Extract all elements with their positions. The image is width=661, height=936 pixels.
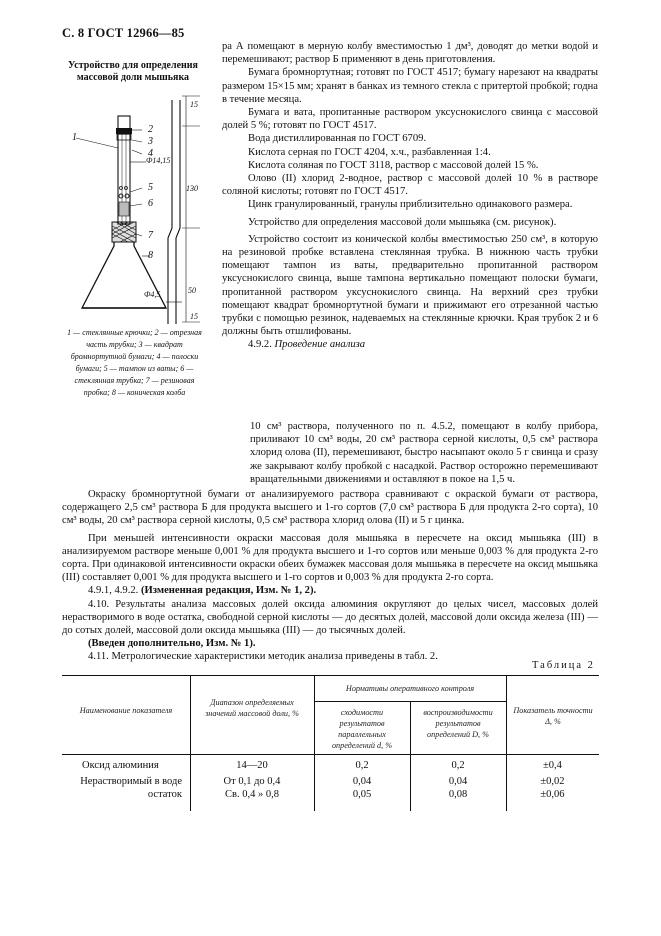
paragraph: Вода дистиллированная по ГОСТ 6709. xyxy=(248,133,427,145)
fig-num-1: 1 xyxy=(72,132,77,143)
page-header: С. 8 ГОСТ 12966—85 xyxy=(62,26,185,40)
paragraph-intensity: При меньшей интенсивности окраски массовая доля мышьяка в пересчете на оксид мышьяка (III) в анализируемом растворе меньше 0,001 % для продукта высшего и 1-го сортов или меньше 0,003 % для продукта 2-го сорта. При одинаковой интенсивности окраски обеих бумажек массовая доля мышьяка в пересчете на оксид мышьяка (III) составляет 0,001 % для продукта высшего и 1-го сортов и 0,003 % для продукта 2-го сорта. xyxy=(62,532,598,584)
figure-title: Устройство для определения массовой доли мышьяка xyxy=(68,60,198,83)
table-2 xyxy=(62,675,599,811)
paragraph-procedure: 10 см³ раствора, полученного по п. 4.5.2, помещают в колбу прибора, приливают 10 см³ воды, 20 см³ раствора серной кислоты, 0,5 см³ раствора хлорид олова (II), перемешивают, быстро насыпают около 5 г свинца и сразу же закрывают колбу пробкой с насадкой. Раствор осторожно перемешивают вращательными движениями и оставляют в покое на 1,5 ч. xyxy=(250,421,598,485)
figure-caption: 1 — стеклянные крючки; 2 — отрезная часть трубки; 3 — квадрат бромнортутной бумаги; 4 — полоски бумаги; 5 — тампон из ваты; 6 — стеклянная трубка; 7 — резиновая пробка; 8 — коническая колба xyxy=(67,328,202,397)
paragraph: Устройство для определения массовой доли мышьяка (см. рисунок). xyxy=(248,216,557,228)
row-acc: ±0,4 xyxy=(543,760,562,771)
paragraph: Бумага бромнортутная; готовят по ГОСТ 4517; бумагу нарезают на квадраты размером 15×15 мм; хранят в банках из темного стекла с притертой пробкой; годна в течение месяца. xyxy=(222,67,598,105)
fig-dim-d2: Ф4,5 xyxy=(144,290,161,299)
amendment-note xyxy=(62,584,598,597)
row-D: 0,2 xyxy=(451,760,465,771)
amend-bold: (Измененная редакция, Изм. № 1, 2). xyxy=(140,585,317,597)
main-body xyxy=(62,488,598,664)
paragraph: Бумага и вата, пропитанные раствором уксуснокислого свинца с массовой долей 5 %; готовят по ГОСТ 4517. xyxy=(222,107,598,132)
row-name: Нерастворимый в воде остаток xyxy=(80,776,182,800)
right-column xyxy=(222,40,598,352)
row-range: 14—20 xyxy=(236,760,268,771)
section-title: Проведение анализа xyxy=(274,339,366,351)
section-number: 4.9.2. xyxy=(248,339,272,351)
paragraph-411: 4.11. Метрологические характеристики методик анализа приведены в табл. 2. xyxy=(88,651,438,663)
paragraph-color: Окраску бромнортутной бумаги от анализируемого раствора сравнивают с окраской бумаги от раствора, содержащего 2,5 см³ раствора Б для продукта высшего и 1-го сортов (7,0 см³ раствора Б для продукта 2-го сорта), 10 см³ воды, 20 см³ раствора серной кислоты, 0,5 см³ раствора хлорид олова (II) и 5 г цинка. xyxy=(62,489,598,527)
paragraph: Кислота серная по ГОСТ 4204, х.ч., разбавленная 1:4. xyxy=(248,146,491,158)
row-d: 0,04 0,05 xyxy=(352,776,372,800)
section-heading xyxy=(222,338,598,351)
col-header-norms: Нормативы оперативного контроля xyxy=(345,684,475,693)
paragraph: Олово (II) хлорид 2-водное, раствор с массовой долей 10 % в растворе соляной кислоты; готовят по ГОСТ 4517. xyxy=(222,173,598,198)
amend-prefix: 4.9.1, 4.9.2. xyxy=(88,585,139,597)
fig-dim-h3: 50 xyxy=(188,286,196,295)
row-D: 0,04 0,08 xyxy=(448,776,468,800)
fig-num-3: 3 xyxy=(148,136,153,147)
row-range: От 0,1 до 0,4 Св. 0,4 » 0,8 xyxy=(223,776,281,800)
paragraph: ра А помещают в мерную колбу вместимостью 1 дм³, доводят до метки водой и перемешивают; раствор Б применяют в день приготовления. xyxy=(222,41,598,66)
paragraph: Устройство состоит из конической колбы вместимостью 250 см³, в которую на резиновой пробке вставлена стеклянная трубка. В нижнюю часть трубки помещают тампон из ваты, предварительно пропитанной раствором уксуснокислого свинца, выше тампона вертикально помещают полоски бумаги, пропитанной раствором уксуснокислого свинца. На верхний срез трубки помещают квадрат бромнортутной бумаги и прижимают его отрезанной частью трубки с помощью резинок, надеваемых на стеклянные крючки. Края трубок 2 и 6 должны быть отшлифованы. xyxy=(222,233,598,338)
fig-num-5: 5 xyxy=(148,182,153,193)
table-rule xyxy=(62,754,599,755)
col-header-repr: воспроизводимости результатов определений D, % xyxy=(423,708,493,739)
row-acc: ±0,02 ±0,06 xyxy=(540,776,565,800)
row-name: Оксид алюминия xyxy=(82,760,159,771)
fig-num-6: 6 xyxy=(148,198,153,209)
fig-dim-h1: 15 xyxy=(190,100,198,109)
amendment-added: (Введен дополнительно, Изм. № 1). xyxy=(88,638,256,650)
col-header-accuracy: Показатель точности Δ, % xyxy=(513,706,593,726)
table-caption: Таблица 2 xyxy=(532,660,595,671)
col-header-name: Наименование показателя xyxy=(79,706,173,715)
col-header-conv: сходимости результатов параллельных определений d, % xyxy=(331,708,393,750)
table-rule xyxy=(62,675,599,676)
fig-num-2: 2 xyxy=(148,124,153,135)
col-header-range: Диапазон определяемых значений массовой доли, % xyxy=(205,698,299,718)
procedure-text xyxy=(62,420,598,486)
row-d: 0,2 xyxy=(355,760,369,771)
paragraph-410: 4.10. Результаты анализа массовых долей оксида алюминия округляют до целых чисел, массовых долей нерастворимого в воде остатка, свободной серной кислоты — до десятых долей, массовой доли оксида железа (III) — до сотых долей, массовой доли оксида мышьяка (III) — до тысячных долей. xyxy=(62,598,598,637)
paragraph: Цинк гранулированный, гранулы приблизительно одинакового размера. xyxy=(248,199,573,211)
fig-num-8: 8 xyxy=(148,250,153,261)
fig-dim-d1: Ф14,15 xyxy=(146,156,171,165)
fig-dim-h4: 15 xyxy=(190,312,198,321)
fig-num-4: 4 xyxy=(148,148,153,159)
fig-dim-h2: 130 xyxy=(186,184,198,193)
paragraph: Кислота соляная по ГОСТ 3118, раствор с массовой долей 15 %. xyxy=(248,159,539,171)
tube-dimension-drawing xyxy=(164,92,204,324)
fig-num-7: 7 xyxy=(148,230,153,241)
